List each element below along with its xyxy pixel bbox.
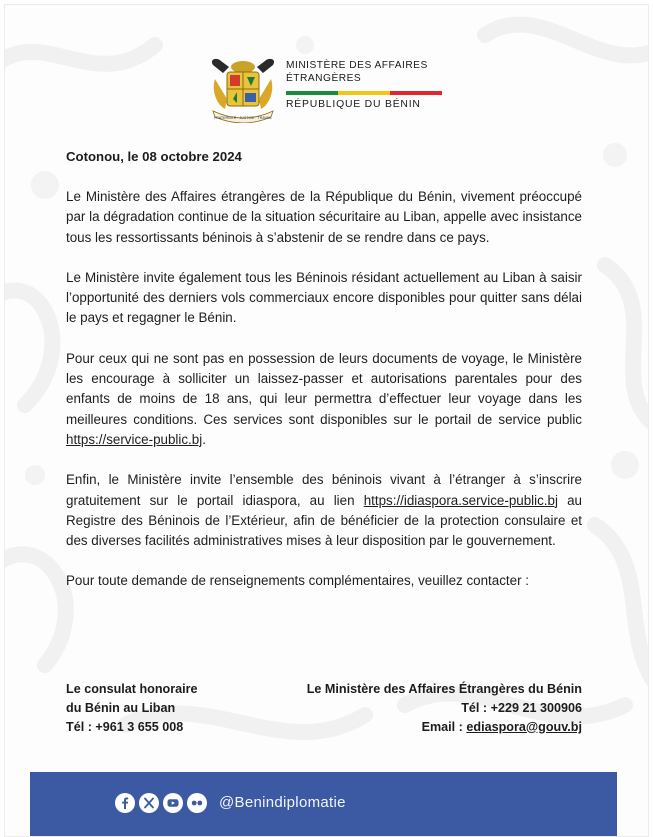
flag-red-stripe xyxy=(390,91,442,95)
paragraph-3-text: Pour ceux qui ne sont pas en possession de leurs documents de voyage, le Ministère les encourage à solliciter un laissez-passer et autorisations parentales pour des enfants de moins de 18 ans, qui leur permettra d’effectuer leur voyage dans les meilleures conditions. Ces services sont disponibles sur le portail de service public xyxy=(66,350,582,427)
email-label: Email : xyxy=(421,719,467,734)
paragraph-5: Pour toute demande de renseignements complémentaires, veuillez contacter : xyxy=(66,573,529,589)
footer-banner xyxy=(30,772,617,836)
letterhead xyxy=(207,51,457,125)
ministry-email-line xyxy=(307,718,582,737)
consulate-name-line2: du Bénin au Liban xyxy=(66,700,176,715)
ministry-contact xyxy=(307,680,582,736)
paragraph-2: Le Ministère invite également tous les Béninois résidant actuellement au Liban à saisir l’opportunité des derniers vols commerciaux encore disponibles pour quitter sans délai le pays et regagner le Bénin. xyxy=(66,269,582,326)
x-icon[interactable] xyxy=(139,793,159,813)
idiaspora-link[interactable]: https://idiaspora.service-public.bj xyxy=(363,492,558,508)
contacts-section xyxy=(66,680,582,742)
ministry-name xyxy=(286,60,428,85)
consulate-phone: Tél : +961 3 655 008 xyxy=(66,719,184,734)
paragraph-1: Le Ministère des Affaires étrangères de la République du Bénin, vivement préoccupé par la dégradation continue de la situation sécuritaire au Liban, appelle avec insistance tous les ressortissants béninois à s’abstenir de se rendre dans ce pays. xyxy=(66,189,582,245)
paragraph-3 xyxy=(66,349,582,450)
paragraph-4-end: au Registre des Béninois de l’Extérieur, afin de bénéficier de la protection consulaire et des diverses facilités administratives mises à leur disposition par le gouvernement. xyxy=(66,492,582,549)
ministry-phone: Tél : +229 21 300906 xyxy=(461,700,582,715)
flag-yellow-stripe xyxy=(338,91,390,95)
email-link[interactable]: ediaspora@gouv.bj xyxy=(466,719,582,734)
flag-color-bar xyxy=(286,91,442,95)
paragraph-4 xyxy=(66,470,582,551)
social-icons xyxy=(115,793,207,813)
flickr-icon[interactable] xyxy=(187,793,207,813)
ministry-name-line1: MINISTÈRE DES AFFAIRES xyxy=(286,60,428,71)
letter-page xyxy=(4,4,649,837)
consulate-name-line1: Le consulat honoraire xyxy=(66,682,198,696)
youtube-icon[interactable] xyxy=(163,793,183,813)
social-handle[interactable]: @Benindiplomatie xyxy=(219,794,346,811)
service-public-link[interactable]: https://service-public.bj xyxy=(66,431,203,447)
flag-green-stripe xyxy=(286,91,338,95)
republic-name: RÉPUBLIQUE DU BÉNIN xyxy=(286,99,421,110)
paragraph-4-text: Enfin, le Ministère invite l’ensemble des béninois vivant à l’étranger à s’inscrire gratuitement sur le portail idiaspora, au lien xyxy=(66,472,582,508)
facebook-icon[interactable] xyxy=(115,793,135,813)
letter-body xyxy=(66,149,582,612)
benin-coat-of-arms-seal xyxy=(207,55,279,123)
consulate-contact xyxy=(66,680,198,736)
paragraph-3-end: . xyxy=(202,431,206,447)
letter-date: Cotonou, le 08 octobre 2024 xyxy=(66,149,242,164)
svg-text:FRATERNITÉ · JUSTICE · TRAVAIL: FRATERNITÉ · JUSTICE · TRAVAIL xyxy=(213,116,273,120)
ministry-name-line2: ÉTRANGÈRES xyxy=(286,72,362,84)
ministry-contact-name: Le Ministère des Affaires Étrangères du Bénin xyxy=(306,682,582,696)
